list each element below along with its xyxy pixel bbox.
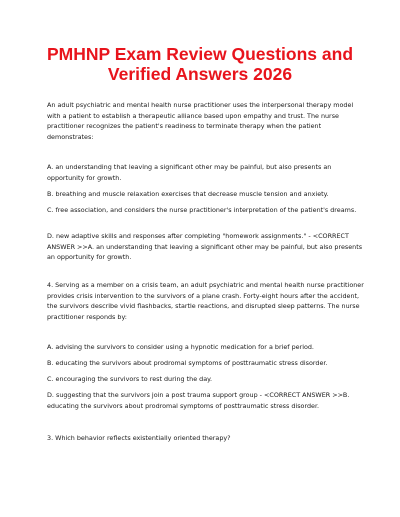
question-1-option-a: A. an understanding that leaving a significant other may be painful, but also presents an opportunity for growth. bbox=[47, 163, 332, 182]
question-1-option-d-answer: D. new adaptive skills and responses after completing "homework assignments." - <CORRECT ANSWER >>A. an understanding that leaving a significant other may be painful, but also presents an opportunity for growth. bbox=[47, 232, 363, 262]
question-1-option-c: C. free association, and considers the nurse practitioner's interpretation of the patient's dreams. bbox=[47, 206, 357, 214]
question-3-stem: 3. Which behavior reflects existentially oriented therapy? bbox=[47, 434, 231, 442]
document-title: PMHNP Exam Review Questions and Verified Answers 2026 bbox=[46, 44, 354, 84]
question-4-option-c: C. encouraging the survivors to rest during the day. bbox=[47, 375, 213, 383]
question-4-option-a: A. advising the survivors to consider using a hypnotic medication for a brief period. bbox=[47, 343, 314, 351]
question-1-option-b: B. breathing and muscle relaxation exercises that decrease muscle tension and anxiety. bbox=[47, 190, 329, 198]
question-1-stem: An adult psychiatric and mental health nurse practitioner uses the interpersonal therapy model with a patient to establish a therapeutic alliance based upon empathy and trust. The nurse practitioner recognizes the patient's readiness to terminate therapy when the patient demonstrates: bbox=[47, 101, 354, 141]
question-4-option-d-answer: D. suggesting that the survivors join a post trauma support group - <CORRECT ANSWER >>B. educating the survivors about prodromal symptoms of posttraumatic stress disorder. bbox=[47, 391, 350, 410]
question-4-option-b: B. educating the survivors about prodromal symptoms of posttraumatic stress disorder. bbox=[47, 359, 328, 367]
question-4-stem: 4. Serving as a member on a crisis team, an adult psychiatric and mental health nurse practitioner provides crisis intervention to the survivors of a plane crash. Forty-eight hours after the accident, the survivors describe vivid flashbacks, startle reactions, and disrupted sleep patterns. The nurse practitioner responds by: bbox=[47, 281, 364, 321]
